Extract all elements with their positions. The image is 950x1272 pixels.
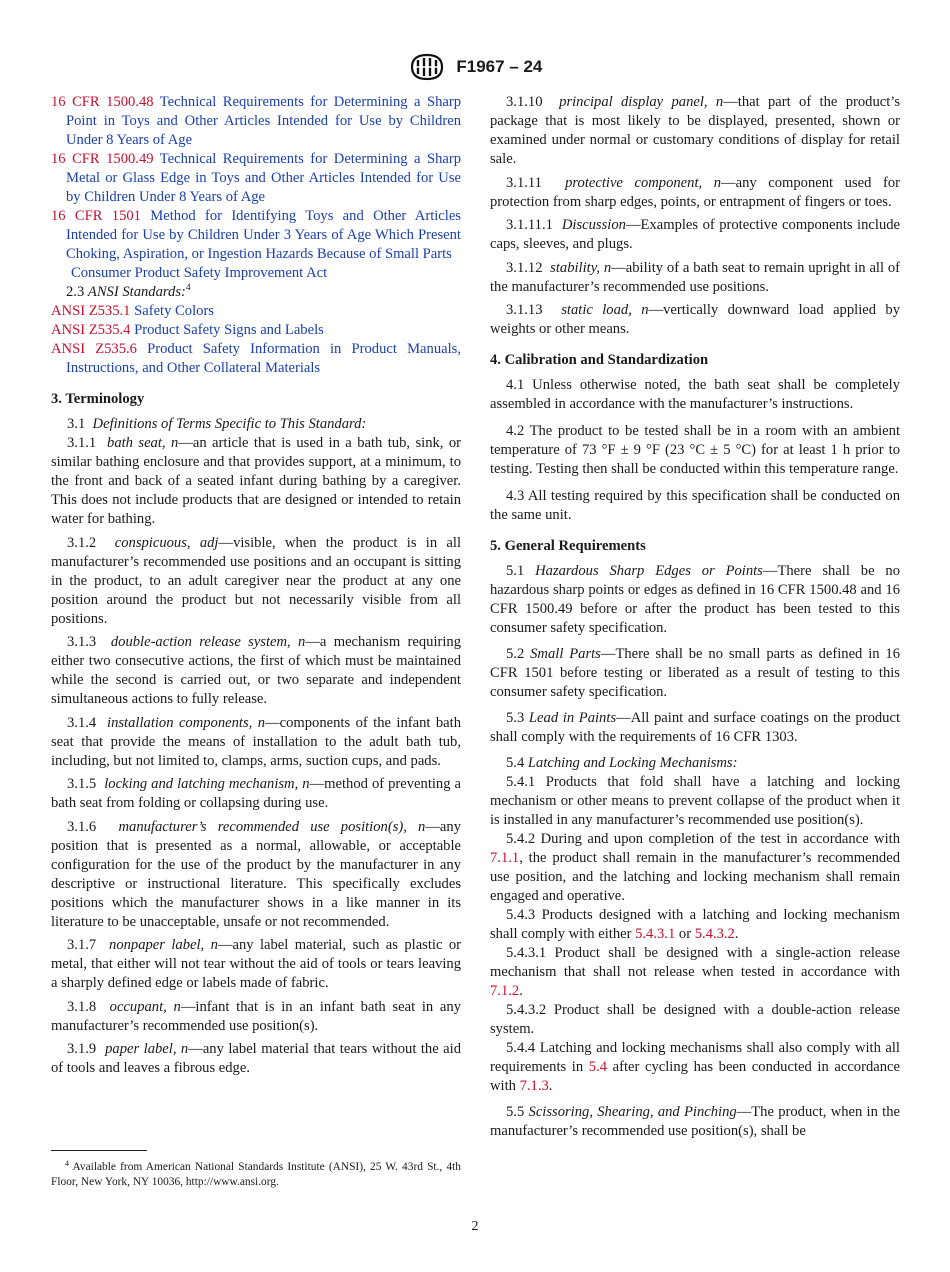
footnote-4: $^4$ Available from American National Standards Institute (ANSI), 25 W. 43rd St., 4th Floor, New York, NY 10036, http://www.ansi.org. [51,1159,461,1188]
def-term: Discussion [561,217,626,233]
def-text: —vertically downward load applied by weights or other means. [490,302,900,337]
page-number: 2 [471,1219,479,1234]
ref-title[interactable]: Product Safety Information in Product Manuals, Instructions, and Other Collateral Materials [66,341,461,376]
ref-code[interactable]: ANSI Z535.1 [51,303,131,319]
footnote-rule [51,1150,147,1151]
ref-title[interactable]: Product Safety Signs and Labels [134,322,324,338]
ref-title[interactable]: Safety Colors [134,303,214,319]
def-term: stability, n [550,259,612,276]
section-3-heading: 3. Terminology [51,391,145,407]
def-text: —infant that is in an infant bath seat in any manufacturer’s recommended use position(s). [51,998,461,1034]
def-number: 3.1.6 [67,818,97,835]
def-3-1-7 [51,936,461,993]
para-5-5: 5.5 Scissoring, Shearing, and Pinching—The product, when in the manufacturer’s recommended use position(s), shall be [490,1104,900,1139]
def-term: paper label, n [105,1041,189,1057]
ref-code[interactable]: 16 CFR 1500.48 [51,94,154,110]
ref-code[interactable]: ANSI Z535.4 [51,322,131,338]
def-text: —ability of a bath seat to remain upright in all of the manufacturer’s recommended use positions. [490,259,901,295]
def-text: —any label material that tears without the aid of tools and leaves a fibrous edge. [51,1041,461,1076]
page-header [0,52,950,82]
def-text: —any position that is presented as a normal, allowable, or acceptable configuration for the use of the product by the manufacturer in any descriptive or instructional literature. This specifically excludes positions which the manufacturer shows in a like manner in its literature to be unacceptable, unsafe or not recommended. [51,818,461,930]
def-3-1-6 [51,818,461,932]
def-number: 3.1.8 [67,998,97,1015]
para-5-4-2: 5.4.2 During and upon completion of the test in accordance with 7.1.1, the product shall remain in the manufacturer’s recommended use position, and the latching and locking mechanism shall remain engaged and operative. [490,831,900,904]
def-number: 3.1.7 [67,937,97,953]
link-5-4-3-1[interactable]: 5.4.3.1 [635,926,676,942]
section-4-heading: 4. Calibration and Standardization [490,352,709,368]
referenced-documents-ansi [51,302,461,378]
para-5-4-3-2: 5.4.3.2 Product shall be designed with a double-action release system. [490,1002,900,1037]
def-3-1-1 [51,434,461,529]
def-number: 3.1.9 [67,1041,97,1057]
def-term: conspicuous, adj [114,534,219,551]
para-5-4-4: 5.4.4 Latching and locking mechanisms shall also comply with all requirements in 5.4 after cycling has been conducted in accordance with 7.1.3. [490,1040,900,1094]
para-4-1: 4.1 Unless otherwise noted, the bath seat shall be completely assembled in accordance with the manufacturer’s instructions. [490,377,900,412]
def-3-1-3 [51,633,461,709]
ref-code[interactable]: 16 CFR 1501 [51,208,141,224]
def-term: static load, n [561,302,649,318]
ref-ansi-1 [51,321,461,340]
def-3-1-12 [490,259,900,297]
para-5-2: 5.2 Small Parts—There shall be no small parts as defined in 16 CFR 1501 before testing or liberated as a result of testing to this consumer safety specification. [490,646,901,700]
def-text: —a mechanism requiring either two consecutive actions, the first of which must be maintained while the second is carried out, or two separate and independent simultaneous actions to fully release. [51,634,462,707]
def-text: —components of the infant bath seat that provide the means of installation to the adult bath tub, including, but not limited to, clamps, arms, suction cups, and pads. [51,714,461,769]
ref-ansi-0 [51,302,461,321]
left-column [51,93,461,1083]
ansi-heading: 2.3 ANSI Standards:$^4$ [66,283,191,300]
def-term: protective component, n [565,174,722,191]
para-4-3: 4.3 All testing required by this specification shall be conducted on the same unit. [490,488,900,523]
link-5-4[interactable]: 5.4 [588,1059,608,1075]
def-number: 3.1.10 [506,94,543,110]
ref-code[interactable]: 16 CFR 1500.49 [51,151,154,167]
ref-code[interactable]: ANSI Z535.6 [51,341,137,357]
para-5-1: 5.1 Hazardous Sharp Edges or Points—There shall be no hazardous sharp points or edges as defined in 16 CFR 1500.48 and 16 CFR 1500.49 before or after the product has been tested to this consumer safety specification. [490,563,900,636]
designation: F1967 – 24 [456,57,543,76]
def-text: —an article that is used in a bath tub, sink, or similar bathing enclosure and that provides support, at a minimum, to the front and back of a seated infant during bathing by a caregiver. This does not include products that are designed or intended to retain water for bathing. [51,435,462,527]
def-text: —any component used for protection from sharp edges, points, or entrapment of fingers or toes. [490,174,900,210]
astm-logo-icon [408,52,446,82]
section-5-heading: 5. General Requirements [490,538,646,554]
link-7-1-2[interactable]: 7.1.2 [490,983,520,999]
terminology-definitions-cont [490,93,900,339]
para-5-4-1: 5.4.1 Products that fold shall have a latching and locking mechanism or other means to prevent collapse of the product when it is installed in any manufacturer’s recommended use position(s). [490,774,900,828]
ref-ansi-2 [51,340,461,378]
def-number: 3.1.11 [506,174,542,191]
para-3-1: 3.1 Definitions of Terms Specific to This Standard: [67,416,367,432]
def-term: locking and latching mechanism, n [104,776,310,792]
def-text: —any label material, such as plastic or metal, that either will not tear without the aid of tools or tears leaving a sharply defined edge or labels made of fabric. [51,937,462,991]
def-term: bath seat, n [107,435,179,451]
def-number: 3.1.1 [67,435,97,451]
def-number: 3.1.12 [506,259,543,276]
ref-cfr-1 [51,150,461,207]
def-term: installation components, n [107,714,266,731]
para-5-4-3: 5.4.3 Products designed with a latching and locking mechanism shall comply with either 5.4.3.1 or 5.4.3.2. [490,907,900,942]
para-4-2: 4.2 The product to be tested shall be in a room with an ambient temperature of 73 °F ± 9 °F (23 °C ± 5 °C) for at least 1 h prior to testing. Testing then shall be conducted within this temperature range. [490,423,900,477]
ref-cpsia[interactable]: Consumer Product Safety Improvement Act [71,265,328,281]
def-text: —method of preventing a bath seat from folding or collapsing during use. [51,776,462,811]
def-3-1-11 [490,174,900,212]
def-3-1-8 [51,998,461,1036]
link-7-1-3[interactable]: 7.1.3 [519,1078,549,1094]
def-number: 3.1.3 [67,634,97,650]
def-term: occupant, n [109,998,181,1015]
def-term: manufacturer’s recommended use position(s), n [118,818,426,835]
def-term: principal display panel, n [559,94,724,110]
def-number: 3.1.13 [506,302,543,318]
def-3-1-11-1 [490,216,900,254]
def-3-1-13 [490,301,900,339]
ref-cfr-2 [51,207,461,264]
terminology-definitions [51,434,461,1078]
def-term: double-action release system, n [110,634,306,650]
right-column [490,93,900,1146]
ref-title[interactable]: Technical Requirements for Determining a Sharp Metal or Glass Edge in Toys and Other Articles Intended for Use by Children Under 8 Years of Age [66,151,462,205]
def-3-1-5 [51,775,461,813]
def-3-1-9 [51,1040,461,1078]
def-term: nonpaper label, n [109,937,218,953]
para-5-4-3-1: 5.4.3.1 Product shall be designed with a single-action release mechanism that shall not release when tested in accordance with 7.1.2. [490,945,900,999]
def-text: —Examples of protective components include caps, sleeves, and plugs. [490,217,901,252]
def-text: —visible, when the product is in all manufacturer’s recommended use positions and an occupant is sitting in the product, to an adult caregiver near the product at any one position around the product but not necessarily visible from all positions. [51,534,461,627]
ref-title[interactable]: Method for Identifying Toys and Other Articles Intended for Use by Children Under 3 Years of Age Which Present Choking, Aspiration, or Ingestion Hazards Because of Small Parts [66,208,461,262]
ref-cfr-0 [51,93,461,150]
para-5-3: 5.3 Lead in Paints—All paint and surface coatings on the product shall comply with the requirements of 16 CFR 1303. [490,710,900,745]
link-7-1-1[interactable]: 7.1.1 [490,850,520,866]
def-text: —that part of the product’s package that is most likely to be displayed, presented, shown or examined under normal or customary conditions of display for retail sale. [490,94,901,167]
def-3-1-2 [51,534,461,629]
def-number: 3.1.11.1 [506,217,553,233]
def-number: 3.1.5 [67,776,97,792]
link-5-4-3-2[interactable]: 5.4.3.2 [694,926,735,942]
def-number: 3.1.4 [67,714,97,731]
def-3-1-10 [490,93,900,169]
def-number: 3.1.2 [67,534,97,551]
def-3-1-4 [51,714,461,771]
para-5-4: 5.4 Latching and Locking Mechanisms: [506,755,738,771]
referenced-documents-cfr [51,93,461,264]
ref-title[interactable]: Technical Requirements for Determining a Sharp Point in Toys and Other Articles Intended for Use by Children Under 8 Years of Age [66,94,462,148]
